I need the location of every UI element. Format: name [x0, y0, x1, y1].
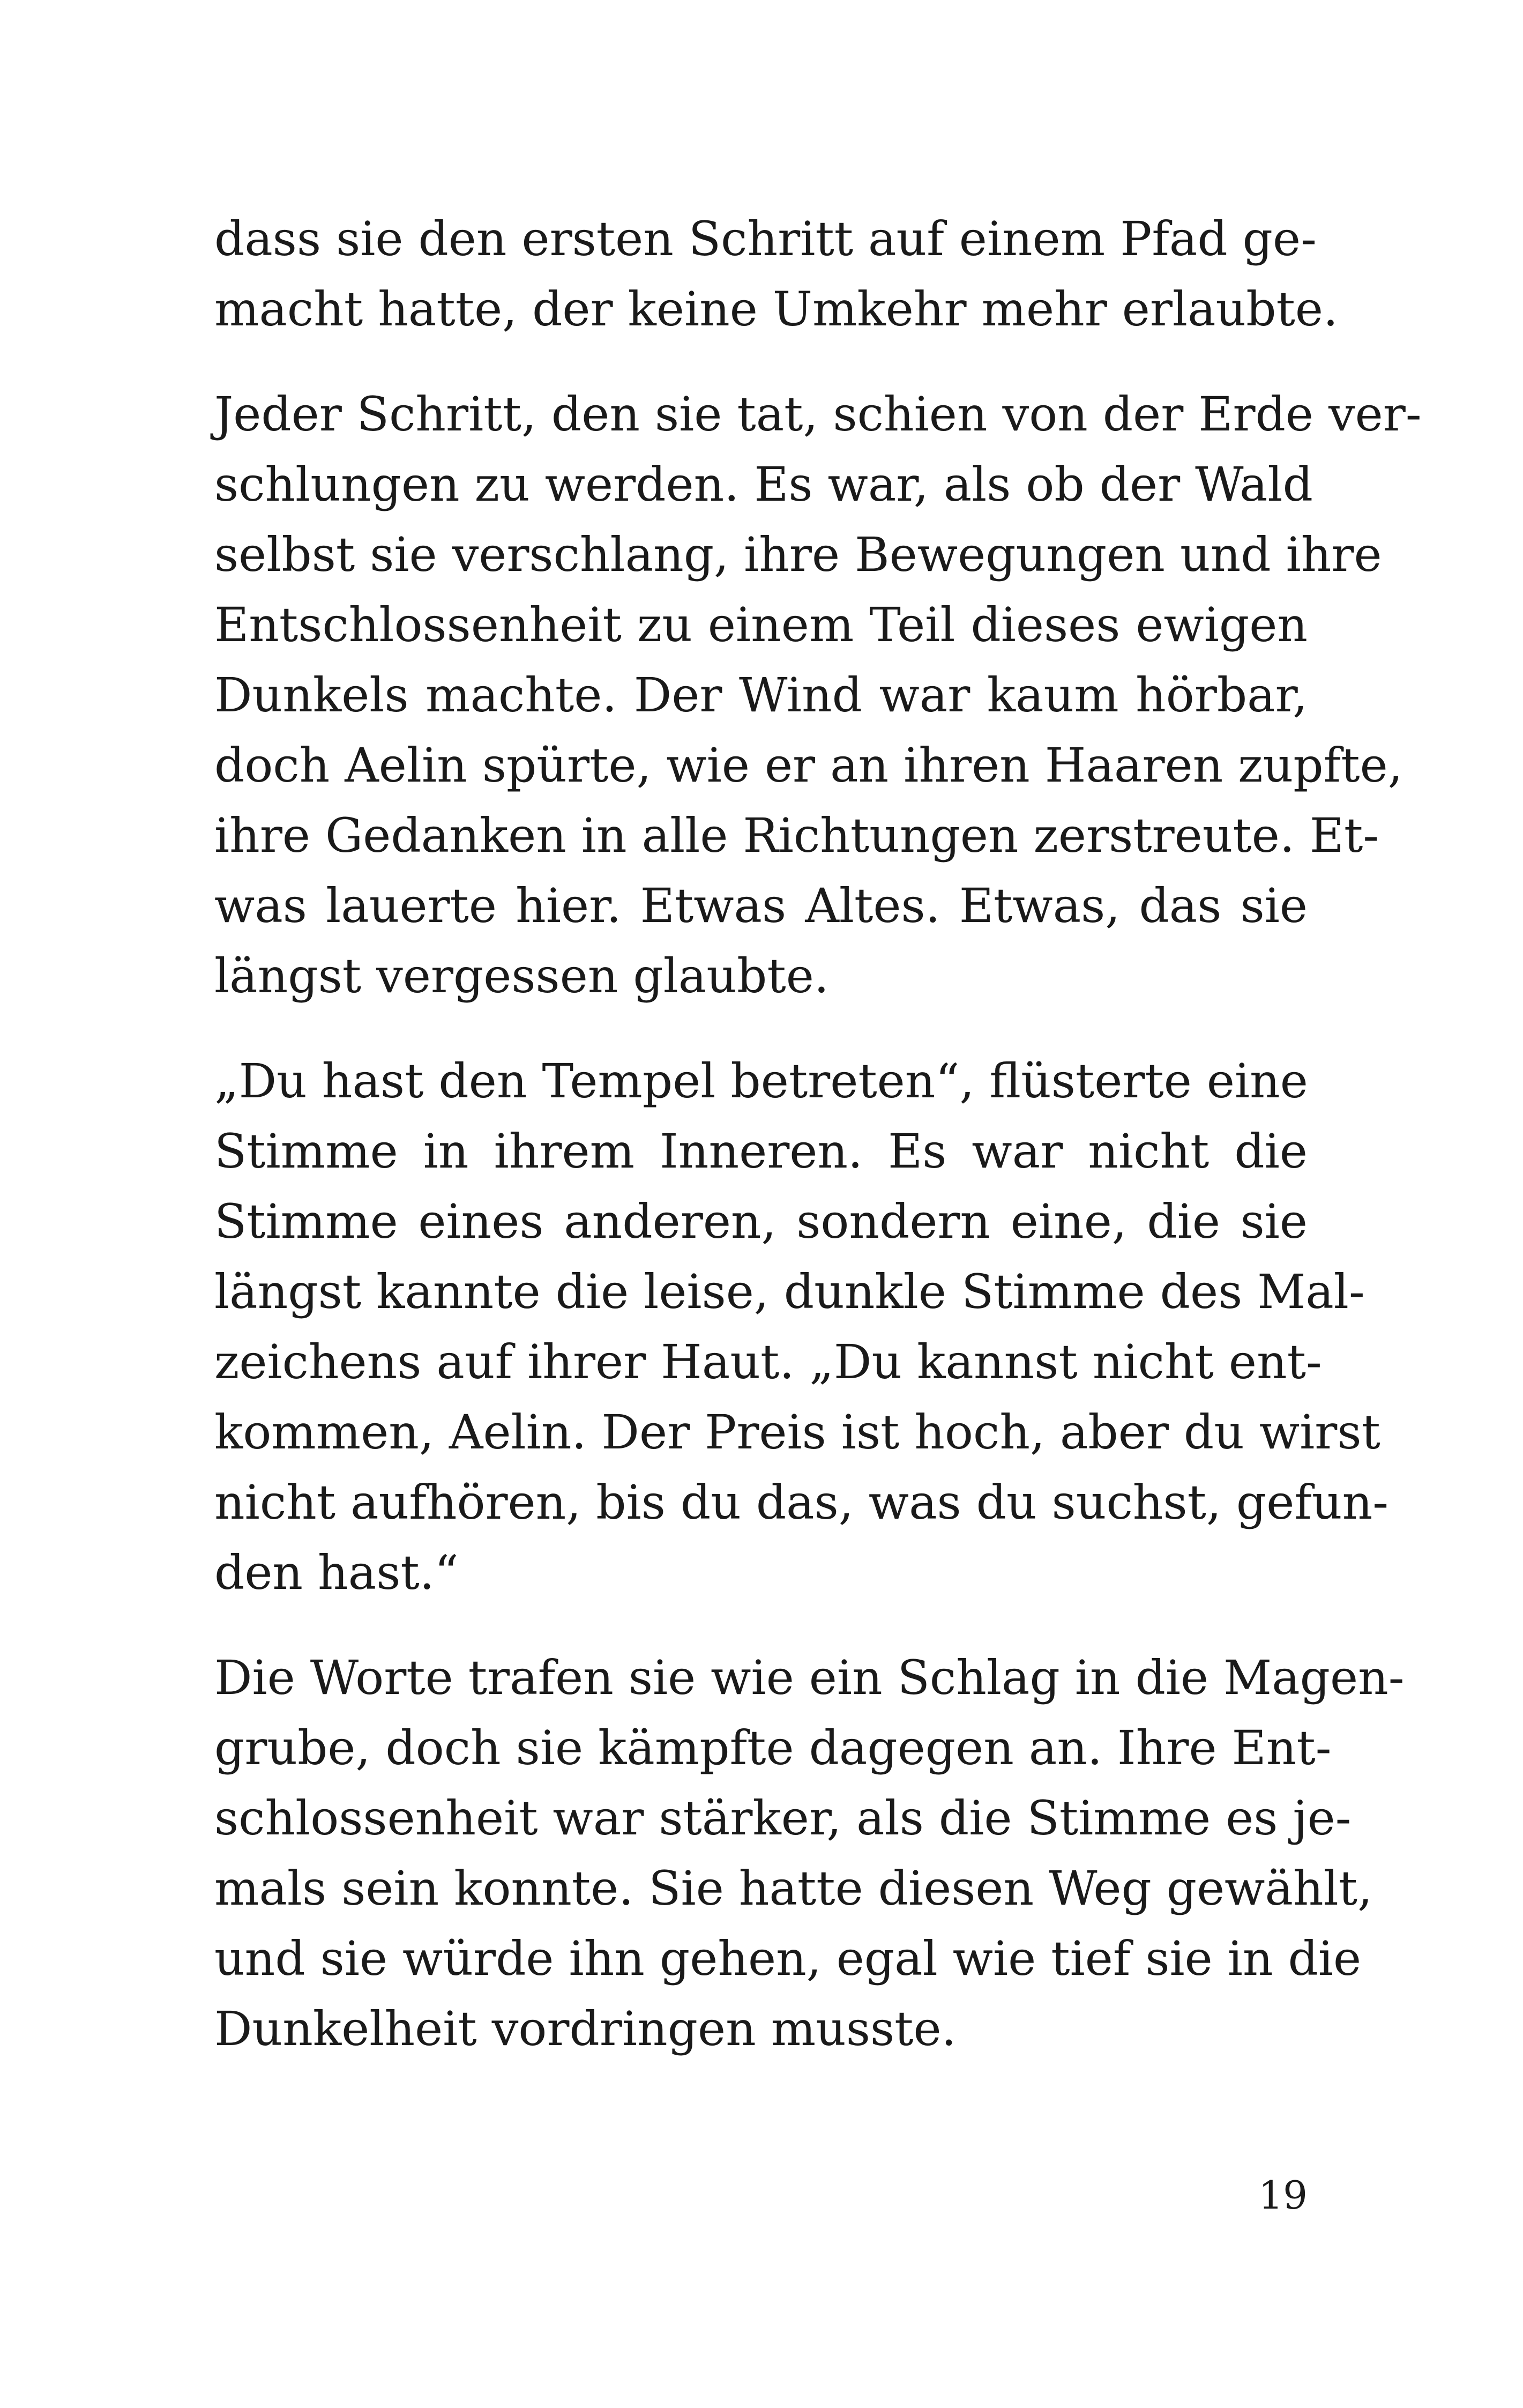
text-line: nicht aufhören, bis du das, was du suchst, gefun-: [214, 1475, 1388, 1530]
text-line: grube, doch sie kämpfte dagegen an. Ihre Ent-: [214, 1720, 1332, 1775]
text-line: „Du hast den Tempel betreten“, flüsterte eine: [214, 1053, 1308, 1109]
text-line: schlossenheit war stärker, als die Stimme es je-: [214, 1790, 1352, 1846]
text-line: Stimme eines anderen, sondern eine, die sie: [214, 1194, 1308, 1249]
text-line: längst vergessen glaubte.: [214, 948, 829, 1004]
page-number: 19: [1258, 2173, 1308, 2218]
text-line: Jeder Schritt, den sie tat, schien von der Erde ver-: [214, 387, 1422, 442]
text-line: längst kannte die leise, dunkle Stimme des Mal-: [214, 1264, 1365, 1319]
text-line: Stimme in ihrem Inneren. Es war nicht die: [214, 1124, 1308, 1179]
body-text: [214, 204, 1422, 2099]
paragraph-4: [214, 1643, 1405, 2064]
text-line: den hast.“: [214, 1545, 459, 1600]
text-line: schlungen zu werden. Es war, als ob der Wald: [214, 457, 1313, 512]
text-line: ihre Gedanken in alle Richtungen zerstreute. Et-: [214, 808, 1379, 863]
text-line: was lauerte hier. Etwas Altes. Etwas, das sie: [214, 878, 1308, 933]
text-line: Entschlossenheit zu einem Teil dieses ewigen: [214, 597, 1308, 652]
text-line: zeichens auf ihrer Haut. „Du kannst nicht ent-: [214, 1334, 1322, 1389]
text-line: mals sein konnte. Sie hatte diesen Weg gewählt,: [214, 1861, 1373, 1916]
text-line: macht hatte, der keine Umkehr mehr erlaubte.: [214, 281, 1338, 337]
text-line: kommen, Aelin. Der Preis ist hoch, aber du wirst: [214, 1404, 1380, 1460]
paragraph-1: [214, 204, 1338, 344]
text-line: Dunkelheit vordringen musste.: [214, 2001, 957, 2056]
text-line: und sie würde ihn gehen, egal wie tief sie in die: [214, 1931, 1362, 1986]
paragraph-2: [214, 379, 1422, 1011]
text-line: dass sie den ersten Schritt auf einem Pfad ge-: [214, 211, 1317, 266]
text-line: selbst sie verschlang, ihre Bewegungen und ihre: [214, 527, 1382, 582]
paragraph-3: [214, 1046, 1388, 1608]
text-line: Dunkels machte. Der Wind war kaum hörbar,: [214, 667, 1308, 723]
text-line: Die Worte trafen sie wie ein Schlag in die Magen-: [214, 1650, 1405, 1705]
text-line: doch Aelin spürte, wie er an ihren Haaren zupfte,: [214, 738, 1403, 793]
